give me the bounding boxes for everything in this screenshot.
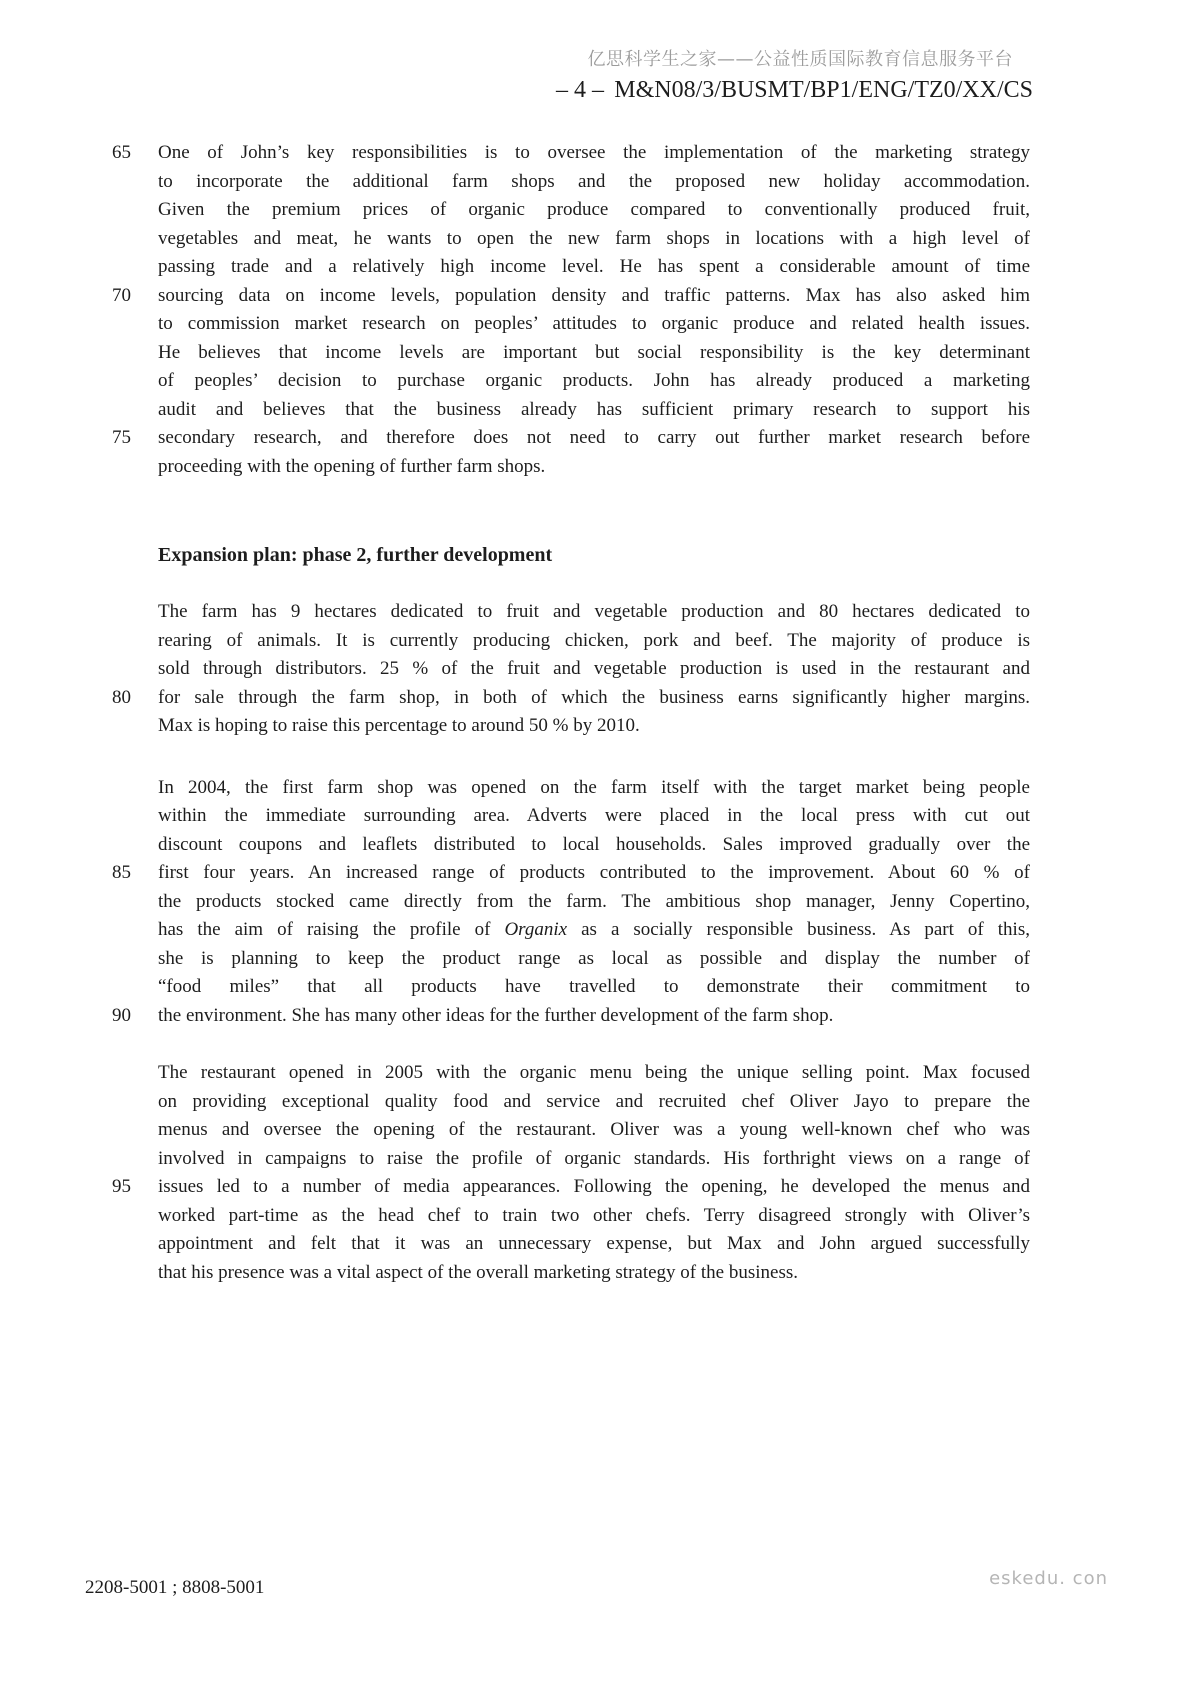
line-text: as a socially responsible business. As part of this,: [567, 919, 1030, 940]
line-text: sold through distributors. 25 % of the fruit and vegetable production is used in the restaurant and: [158, 658, 1030, 679]
text-line: [158, 396, 1030, 425]
text-line: [158, 367, 1030, 396]
line-text: One of John’s key responsibilities is to oversee the implementation of the marketing strategy: [158, 142, 1030, 163]
section-heading: Expansion plan: phase 2, further development: [158, 544, 553, 566]
text-line: [112, 859, 1030, 888]
line-number: 65: [112, 142, 131, 163]
text-line: [158, 712, 1030, 741]
line-text: discount coupons and leaflets distributed to local households. Sales improved gradually over the: [158, 833, 1030, 855]
text-line: [158, 1059, 1030, 1088]
line-text: that his presence was a vital aspect of the overall marketing strategy of the business.: [158, 1261, 798, 1283]
line-number: 90: [112, 1004, 131, 1026]
organix-italic: Organix: [504, 919, 568, 940]
line-text: menus and oversee the opening of the restaurant. Oliver was a young well-known chef who was: [158, 1119, 1030, 1140]
header-watermark: 亿思科学生之家——公益性质国际教育信息服务平台: [587, 49, 1013, 70]
line-text: In 2004, the first farm shop was opened on the farm itself with the target market being people: [158, 776, 1030, 798]
text-line: [158, 598, 1030, 627]
line-text: the environment. She has many other ideas for the further development of the farm shop.: [158, 1004, 834, 1026]
line-text: appointment and felt that it was an unnecessary expense, but Max and John argued successfully: [158, 1233, 1030, 1254]
line-number: 80: [112, 686, 131, 708]
text-line: [112, 282, 1030, 311]
text-line: [158, 310, 1030, 339]
line-number: 75: [112, 427, 131, 448]
text-line: [158, 888, 1030, 917]
text-line: [158, 973, 1030, 1002]
footer-watermark: eskedu. con: [989, 1568, 1108, 1589]
text-line: [158, 831, 1030, 860]
line-text: has the aim of raising the profile of: [158, 919, 505, 940]
text-line: [158, 655, 1030, 684]
line-text: vegetables and meat, he wants to open the new farm shops in locations with a high level of: [158, 227, 1030, 249]
text-line: [112, 1002, 1030, 1031]
paper-code: M&N08/3/BUSMT/BP1/ENG/TZ0/XX/CS: [614, 77, 1033, 103]
paragraph-4: [112, 1059, 1030, 1287]
line-text: for sale through the farm shop, in both of which the business earns significantly higher margins.: [158, 686, 1030, 708]
text-line: [158, 225, 1030, 254]
text-line: [158, 168, 1030, 197]
line-number: 85: [112, 862, 131, 883]
text-line: [158, 1116, 1030, 1145]
line-text: within the immediate surrounding area. Adverts were placed in the local press with cut out: [158, 805, 1030, 826]
text-line: [158, 453, 1030, 482]
paragraph-1: [112, 139, 1030, 481]
text-line: [158, 774, 1030, 803]
page-number: – 4 –: [556, 77, 604, 103]
line-number: 95: [112, 1176, 131, 1197]
line-text: rearing of animals. It is currently producing chicken, pork and beef. The majority of produce is: [158, 629, 1030, 651]
line-text: issues led to a number of media appearances. Following the opening, he developed the menus and: [158, 1176, 1030, 1197]
line-text: to incorporate the additional farm shops and the proposed new holiday accommodation.: [158, 170, 1030, 192]
document-body: [112, 139, 1030, 1287]
text-line: [158, 339, 1030, 368]
line-text: He believes that income levels are important but social responsibility is the key determinant: [158, 341, 1030, 363]
line-text: the products stocked came directly from the farm. The ambitious shop manager, Jenny Copertino,: [158, 890, 1030, 912]
line-text: secondary research, and therefore does not need to carry out further market research before: [158, 427, 1030, 448]
line-number: 70: [112, 284, 131, 306]
text-line: [158, 196, 1030, 225]
text-line: [158, 253, 1030, 282]
text-line: [112, 1173, 1030, 1202]
text-line: [112, 684, 1030, 713]
text-line: [158, 1145, 1030, 1174]
line-text: of peoples’ decision to purchase organic products. John has already produced a marketing: [158, 370, 1030, 391]
line-text: Max is hoping to raise this percentage to around 50 % by 2010.: [158, 715, 640, 736]
paragraph-3: [112, 774, 1030, 1031]
line-text: passing trade and a relatively high income level. He has spent a considerable amount of time: [158, 256, 1030, 277]
line-text: “food miles” that all products have travelled to demonstrate their commitment to: [158, 976, 1030, 997]
line-text: involved in campaigns to raise the profile of organic standards. His forthright views on a range of: [158, 1147, 1030, 1169]
line-text: The farm has 9 hectares dedicated to fruit and vegetable production and 80 hectares dedicated to: [158, 601, 1030, 622]
text-line: [112, 139, 1030, 168]
line-text: sourcing data on income levels, population density and traffic patterns. Max has also asked him: [158, 284, 1030, 306]
line-text: worked part-time as the head chef to train two other chefs. Terry disagreed strongly with Oliver’s: [158, 1204, 1030, 1226]
paragraph-2: [112, 598, 1030, 741]
line-text: first four years. An increased range of products contributed to the improvement. About 60 % of: [158, 862, 1030, 883]
text-line: [158, 1202, 1030, 1231]
line-text: to commission market research on peoples’ attitudes to organic produce and related health issues.: [158, 313, 1030, 334]
line-text: on providing exceptional quality food and service and recruited chef Oliver Jayo to prepare the: [158, 1090, 1030, 1112]
text-line: [112, 424, 1030, 453]
text-line: [158, 627, 1030, 656]
text-line: [158, 1230, 1030, 1259]
text-line: [158, 916, 1030, 945]
footer-code: 2208-5001 ; 8808-5001: [85, 1577, 265, 1598]
line-text: audit and believes that the business already has sufficient primary research to support his: [158, 398, 1030, 420]
line-text: Given the premium prices of organic produce compared to conventionally produced fruit,: [158, 199, 1030, 220]
text-line: [158, 802, 1030, 831]
line-text: she is planning to keep the product range as local as possible and display the number of: [158, 947, 1030, 969]
text-line: [158, 945, 1030, 974]
text-line: [158, 1259, 1030, 1288]
line-text: The restaurant opened in 2005 with the organic menu being the unique selling point. Max focused: [158, 1062, 1030, 1083]
line-text: proceeding with the opening of further farm shops.: [158, 455, 546, 477]
text-line: [158, 1088, 1030, 1117]
